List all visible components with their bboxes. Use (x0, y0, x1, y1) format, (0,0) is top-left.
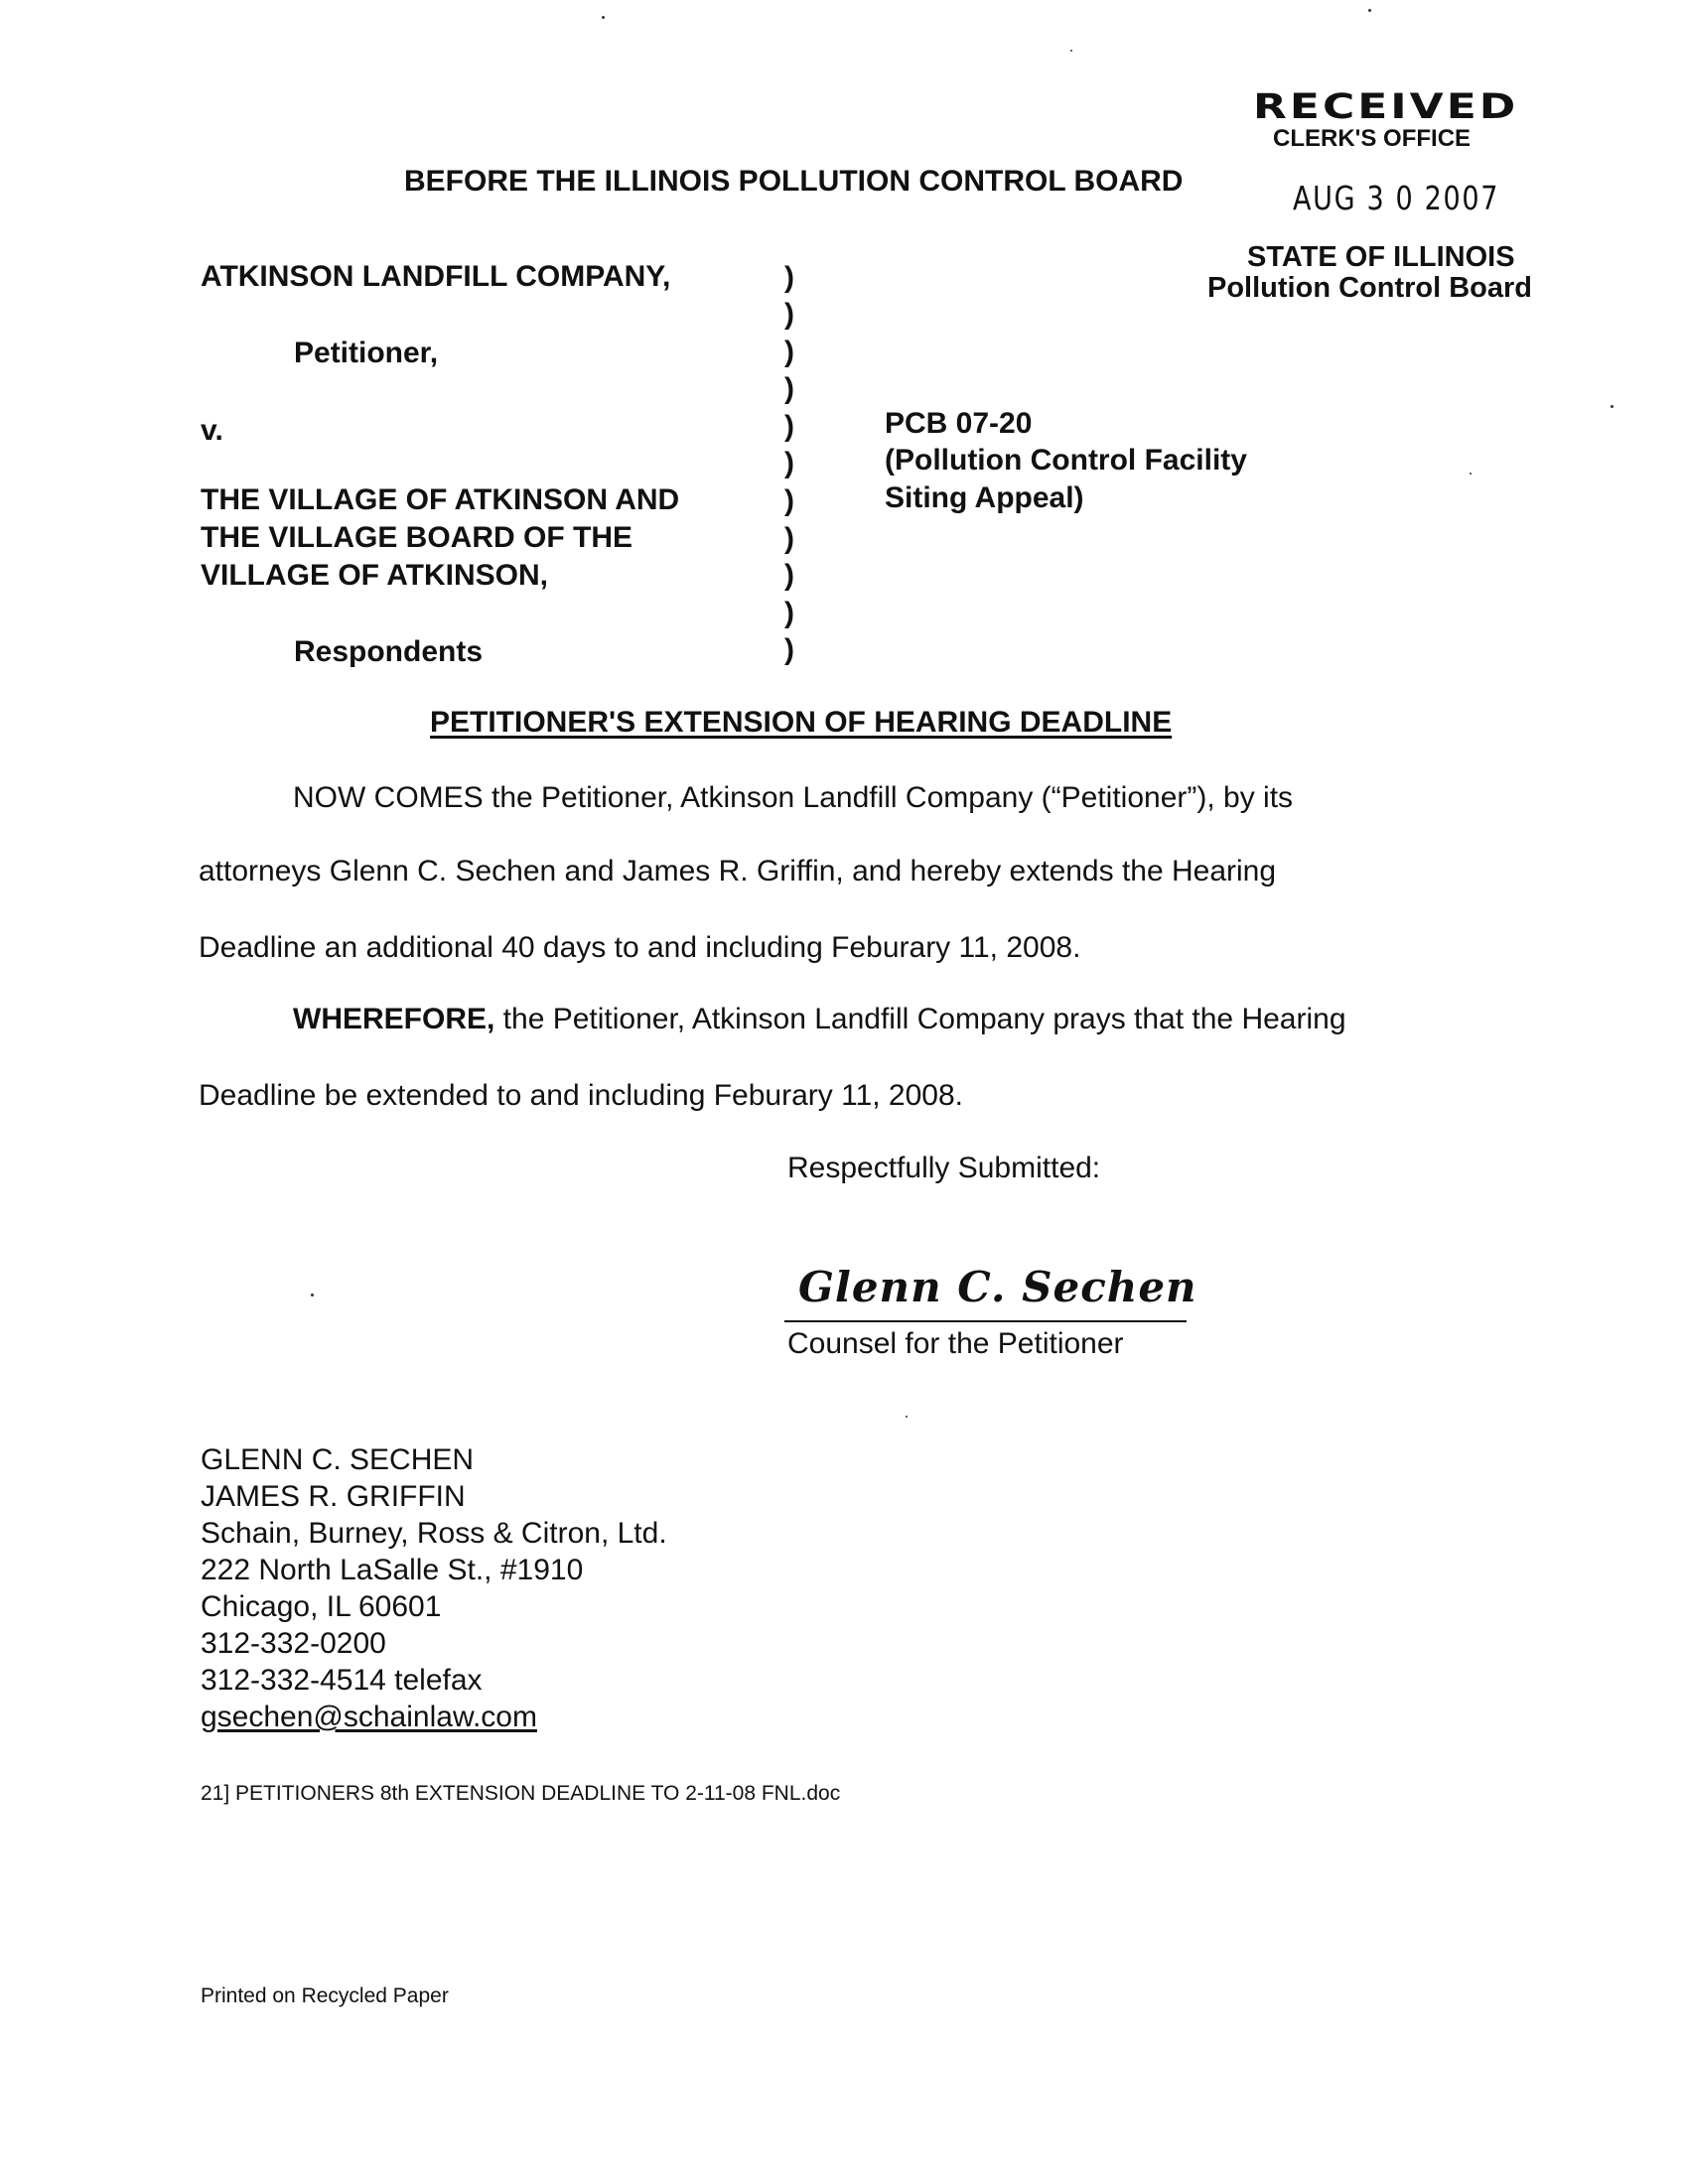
caption-paren: ) (784, 597, 794, 629)
respondent-role: Respondents (294, 635, 484, 668)
caption-paren: ) (784, 410, 794, 443)
respondent-line-1: THE VILLAGE OF ATKINSON AND (201, 483, 680, 516)
paragraph-1-line-3: Deadline an additional 40 days to and including Feburary 11, 2008. (199, 931, 1081, 964)
caption-paren: ) (784, 559, 794, 592)
received-stamp: RECEIVED (1253, 87, 1519, 127)
address-line: 222 North LaSalle St., #1910 (201, 1554, 584, 1586)
signature: Glenn C. Sechen (798, 1263, 1197, 1311)
caption-paren: ) (784, 633, 794, 666)
stamp-date: AUG 3 0 2007 (1293, 179, 1500, 217)
case-number: PCB 07-20 (885, 407, 1033, 440)
board-title: BEFORE THE ILLINOIS POLLUTION CONTROL BOARD (404, 165, 1184, 198)
scan-speck (1070, 50, 1072, 52)
signature-line (784, 1263, 1197, 1322)
document-title: PETITIONER'S EXTENSION OF HEARING DEADLINE (430, 706, 1173, 739)
caption-paren: ) (784, 372, 794, 405)
scan-speck (906, 1416, 908, 1418)
stamp-clerks-office: CLERK'S OFFICE (1273, 125, 1472, 152)
respondent-line-2: THE VILLAGE BOARD OF THE (201, 521, 632, 554)
document-reference: 21] PETITIONERS 8th EXTENSION DEADLINE TO 2-11-08 FNL.doc (201, 1782, 841, 1805)
address-line: JAMES R. GRIFFIN (201, 1480, 466, 1513)
respondent-line-3: VILLAGE OF ATKINSON, (201, 559, 548, 592)
paragraph-1-line-1: NOW COMES the Petitioner, Atkinson Landfill Company (“Petitioner”), by its (293, 781, 1294, 814)
case-description-2: Siting Appeal) (885, 481, 1084, 514)
address-block (201, 1441, 667, 1735)
scan-speck (1368, 9, 1371, 12)
address-line: GLENN C. SECHEN (201, 1443, 475, 1476)
address-line: 312-332-0200 (201, 1627, 386, 1660)
wherefore-label: WHEREFORE, (293, 1003, 495, 1035)
signature-caption: Counsel for the Petitioner (787, 1327, 1124, 1360)
stamp-board: Pollution Control Board (1207, 272, 1533, 304)
versus: v. (201, 414, 223, 447)
closing: Respectfully Submitted: (787, 1152, 1101, 1184)
scan-speck (1611, 405, 1614, 408)
scan-speck (602, 16, 605, 19)
stamp-state: STATE OF ILLINOIS (1247, 241, 1515, 273)
case-description-1: (Pollution Control Facility (885, 444, 1247, 477)
caption-paren: ) (784, 484, 794, 517)
paragraph-2-line-2: Deadline be extended to and including Feburary 11, 2008. (199, 1079, 963, 1112)
petitioner-role: Petitioner, (294, 337, 439, 369)
recycled-paper-note: Printed on Recycled Paper (201, 1984, 449, 2007)
caption-paren: ) (784, 447, 794, 479)
scan-speck (311, 1294, 314, 1297)
email-link[interactable]: gsechen@schainlaw.com (201, 1701, 537, 1733)
caption-paren: ) (784, 261, 794, 294)
paragraph-2-line-1 (293, 1003, 1346, 1036)
caption-paren: ) (784, 522, 794, 555)
address-line: Chicago, IL 60601 (201, 1590, 442, 1623)
scan-speck (1470, 473, 1472, 475)
caption-paren: ) (784, 298, 794, 331)
paragraph-2-line-1-text: the Petitioner, Atkinson Landfill Company prays that the Hearing (494, 1003, 1346, 1035)
address-line: 312-332-4514 telefax (201, 1664, 483, 1697)
paragraph-1-line-2: attorneys Glenn C. Sechen and James R. Griffin, and hereby extends the Hearing (199, 855, 1277, 887)
address-line: Schain, Burney, Ross & Citron, Ltd. (201, 1517, 667, 1550)
caption-paren: ) (784, 336, 794, 368)
petitioner-name: ATKINSON LANDFILL COMPANY, (201, 260, 671, 293)
